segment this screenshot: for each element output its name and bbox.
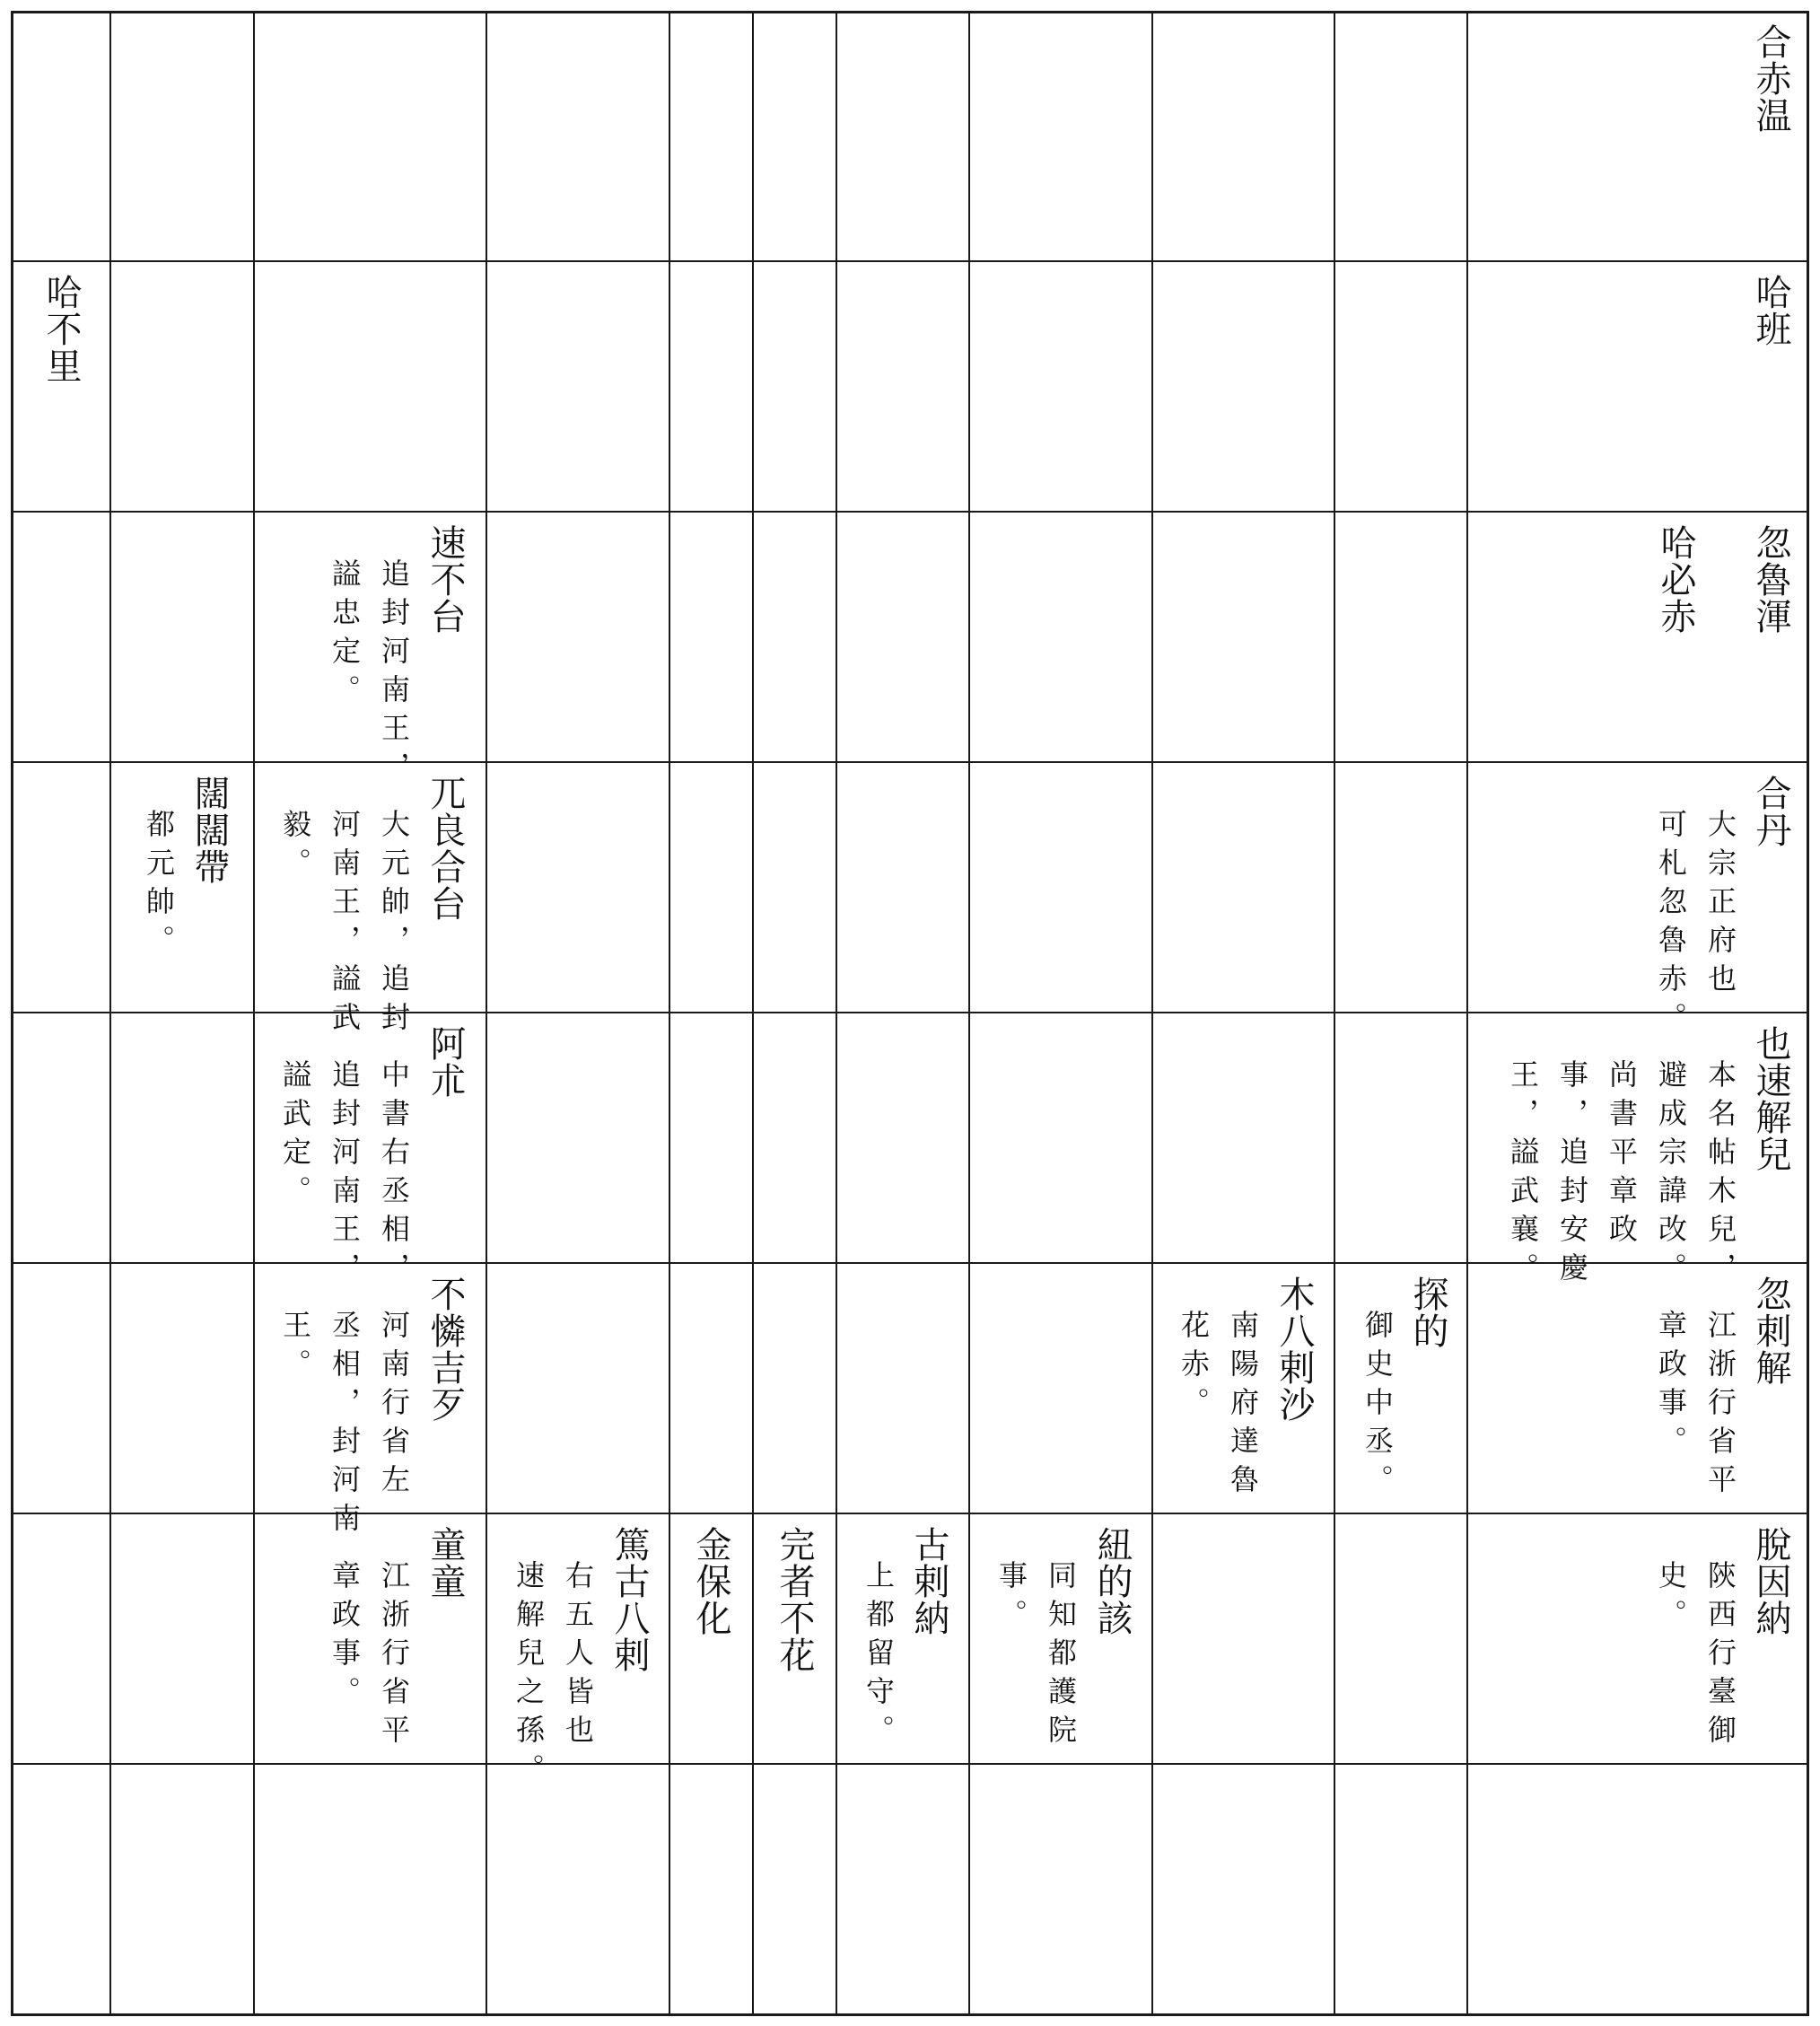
person-name: 脫因納 (1750, 1526, 1791, 1636)
note-line: 江浙行省平 (1703, 1310, 1737, 1503)
border-left (11, 11, 13, 2016)
border-right (1807, 11, 1809, 2016)
note-line: 事。 (994, 1560, 1028, 1637)
border-bottom (11, 2013, 1809, 2016)
note-line: 王，謚武襄。 (1506, 1059, 1540, 1291)
entry-niu-de-gai (972, 1526, 1148, 1753)
note-line: 毅。 (278, 809, 312, 886)
note-line: 右五人皆也 (561, 1560, 595, 1753)
entry-du-gu-ba-la (489, 1526, 665, 1792)
person-name: 金保化 (690, 1526, 731, 1636)
note-line: 可札忽魯赤。 (1654, 809, 1688, 1040)
person-name: 也速解兒 (1750, 1025, 1791, 1172)
note-line: 避成宗諱改。 (1654, 1059, 1688, 1291)
note-line: 陝西行臺御 (1703, 1560, 1737, 1753)
row-rule-1 (11, 260, 1809, 262)
entry-gu-la-na (839, 1526, 965, 1753)
col-rule-4 (669, 11, 670, 2016)
entry-ha-bi-chi (1472, 524, 1797, 749)
note-line: 章政事。 (1654, 1310, 1688, 1464)
person-name: 合赤温 (1750, 23, 1791, 134)
note-line: 御史中丞。 (1361, 1310, 1395, 1503)
note-line: 王。 (278, 1310, 312, 1387)
person-name: 忽魯渾 (1750, 524, 1791, 635)
person-name: 不憐吉歹 (424, 1276, 466, 1423)
entry-he-chi-wen (1472, 23, 1797, 248)
col-rule-2 (253, 11, 255, 2016)
row-rule-3 (11, 761, 1809, 763)
person-name: 哈不里 (40, 274, 82, 384)
col-rule-9 (1334, 11, 1335, 2016)
entry-tuo-yin-na (1472, 1526, 1797, 1753)
person-name: 篤古八剌 (608, 1526, 650, 1673)
person-name: 古剌納 (908, 1526, 949, 1636)
row-rule-7 (11, 1763, 1809, 1765)
entry-kuo-kuo-dai (115, 775, 249, 999)
entry-wu-liang-he-tai (258, 775, 481, 1040)
row-rule-6 (11, 1513, 1809, 1514)
person-name: 阿朮 (424, 1025, 466, 1099)
note-line: 尚書平章政 (1605, 1059, 1639, 1252)
person-name: 童童 (424, 1526, 466, 1600)
note-line: 本名帖木兒， (1703, 1059, 1737, 1291)
entry-jin-bao-hua (672, 1526, 749, 1750)
person-name: 探的 (1407, 1276, 1448, 1349)
note-line: 謚武定。 (278, 1059, 312, 1214)
col-rule-1 (109, 11, 111, 2016)
entry-he-dan (1472, 775, 1797, 1040)
note-line: 河南行省左 (377, 1310, 411, 1503)
entry-wan-zhe-bu-hua (756, 1526, 833, 1750)
entry-su-bu-tai (258, 524, 481, 790)
border-top (11, 11, 1809, 13)
note-line: 追封河南王， (377, 558, 411, 790)
col-rule-7 (968, 11, 970, 2016)
person-name: 紐的該 (1091, 1526, 1133, 1636)
note-line: 丞相，封河南 (328, 1310, 362, 1541)
note-line: 大宗正府也 (1703, 809, 1737, 1002)
person-name: 忽刺解 (1750, 1276, 1791, 1386)
person-name: 哈班 (1750, 274, 1791, 347)
col-rule-10 (1466, 11, 1468, 2016)
note-line: 上都留守。 (862, 1560, 896, 1753)
col-rule-6 (836, 11, 837, 2016)
person-name: 完者不花 (774, 1526, 815, 1673)
entry-ha-ban (1472, 274, 1797, 498)
col-rule-3 (486, 11, 487, 2016)
note-line: 追封河南王， (328, 1059, 362, 1291)
row-rule-2 (11, 511, 1809, 513)
person-name: 兀良合台 (424, 775, 466, 922)
entry-tan-de (1336, 1276, 1464, 1503)
entry-hu-la-jie (1472, 1276, 1797, 1503)
entry-a-zhu (258, 1025, 481, 1291)
note-line: 章政事。 (328, 1560, 362, 1715)
person-name: 合丹 (1750, 775, 1791, 848)
entry-bu-lian-ji-dai (258, 1276, 481, 1541)
note-line: 中書右丞相， (377, 1059, 411, 1291)
person-name: 速不台 (424, 524, 466, 635)
note-line: 史。 (1654, 1560, 1688, 1637)
note-line: 速解兒之孫。 (512, 1560, 546, 1792)
col-rule-5 (752, 11, 754, 2016)
row-rule-4 (11, 1012, 1809, 1013)
note-line: 大元帥，追封 (377, 809, 411, 1040)
entry-ye-su-jie-er (1472, 1025, 1797, 1291)
entry-ha-bu-li (16, 274, 106, 498)
note-line: 南陽府達魯 (1226, 1310, 1260, 1503)
entry-mu-ba-la-sha (1154, 1276, 1330, 1503)
note-line: 花赤。 (1177, 1310, 1211, 1425)
note-line: 河南王，謚武 (328, 809, 362, 1040)
note-line: 都元帥。 (142, 809, 176, 963)
note-line: 事，追封安慶 (1555, 1059, 1589, 1291)
person-name: 木八剌沙 (1273, 1276, 1315, 1423)
note-line: 江浙行省平 (377, 1560, 411, 1753)
entry-tong-tong (258, 1526, 481, 1753)
person-name: 闊闊帶 (188, 775, 230, 885)
note-line: 同知都護院 (1044, 1560, 1078, 1753)
col-rule-8 (1151, 11, 1153, 2016)
note-line: 謚忠定。 (328, 558, 362, 713)
person-name: 哈必赤 (1655, 524, 1696, 635)
